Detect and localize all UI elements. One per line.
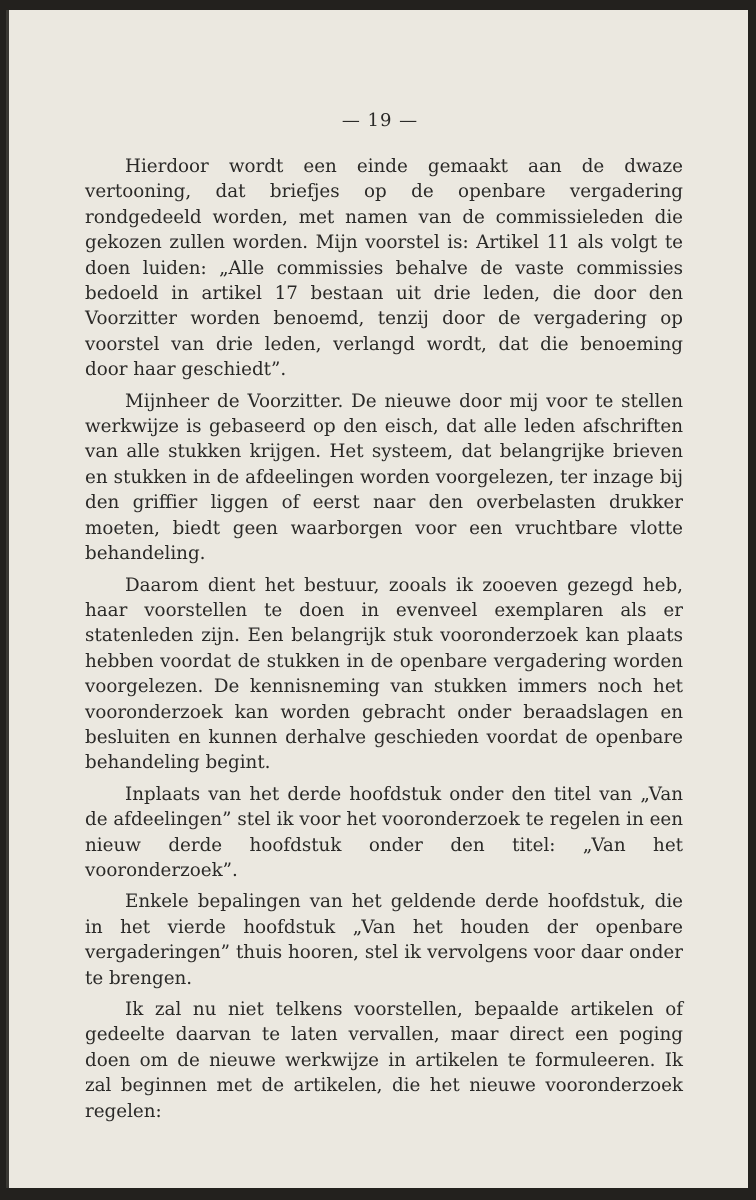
paragraph-4: Inplaats van het derde hoofdstuk onder den titel van „Van de afdeelingen” stel ik voor het vooronderzoek te regelen in een nieuw derde hoofdstuk onder den titel: „Van het vooronderzoek”. xyxy=(85,783,683,881)
paragraph-3: Daarom dient het bestuur, zooals ik zooeven gezegd heb, haar voorstellen te doen in evenveel exemplaren als er statenleden zijn. Een belangrijk stuk vooronderzoek kan plaats hebben voordat de stukken in de openbare vergadering worden voorgelezen. De kennisneming van stukken immers noch het vooronderzoek kan worden gebracht onder beraadslagen en besluiten en kunnen derhalve geschieden voordat de openbare behandeling begint. xyxy=(85,574,683,774)
page-number: — 19 — xyxy=(341,110,419,131)
document-page xyxy=(6,10,748,1188)
paragraph-2: Mijnheer de Voorzitter. De nieuwe door mij voor te stellen werkwijze is gebaseerd op den eisch, dat alle leden afschriften van alle stukken krijgen. Het systeem, dat belangrijke brieven en stukken in de afdeelingen worden voorgelezen, ter inzage bij den griffier liggen of eerst naar den overbelasten drukker moeten, biedt geen waarborgen voor een vruchtbare vlotte behandeling. xyxy=(85,390,683,565)
paragraph-5: Enkele bepalingen van het geldende derde hoofdstuk, die in het vierde hoofdstuk „Van het houden der openbare vergaderingen” thuis hooren, stel ik vervolgens voor daar onder te brengen. xyxy=(85,891,683,989)
paragraph-1: Hierdoor wordt een einde gemaakt aan de dwaze vertooning, dat briefjes op de openbare vergadering rondgedeeld worden, met namen van de commissieleden die gekozen zullen worden. Mijn voorstel is: Artikel 11 als volgt te doen luiden: „Alle commissies behalve de vaste commissies bedoeld in artikel 17 bestaan uit drie leden, die door den Voorzitter worden benoemd, tenzij door de vergadering op voorstel van drie leden, verlangd wordt, dat die benoeming door haar geschiedt”. xyxy=(85,156,683,381)
body-text xyxy=(85,154,683,1130)
paragraph-6: Ik zal nu niet telkens voorstellen, bepaalde artikelen of gedeelte daarvan te laten vervallen, maar direct een poging doen om de nieuwe werkwijze in artikelen te formuleeren. Ik zal beginnen met de artikelen, die het nieuwe vooronderzoek regelen: xyxy=(85,999,683,1122)
